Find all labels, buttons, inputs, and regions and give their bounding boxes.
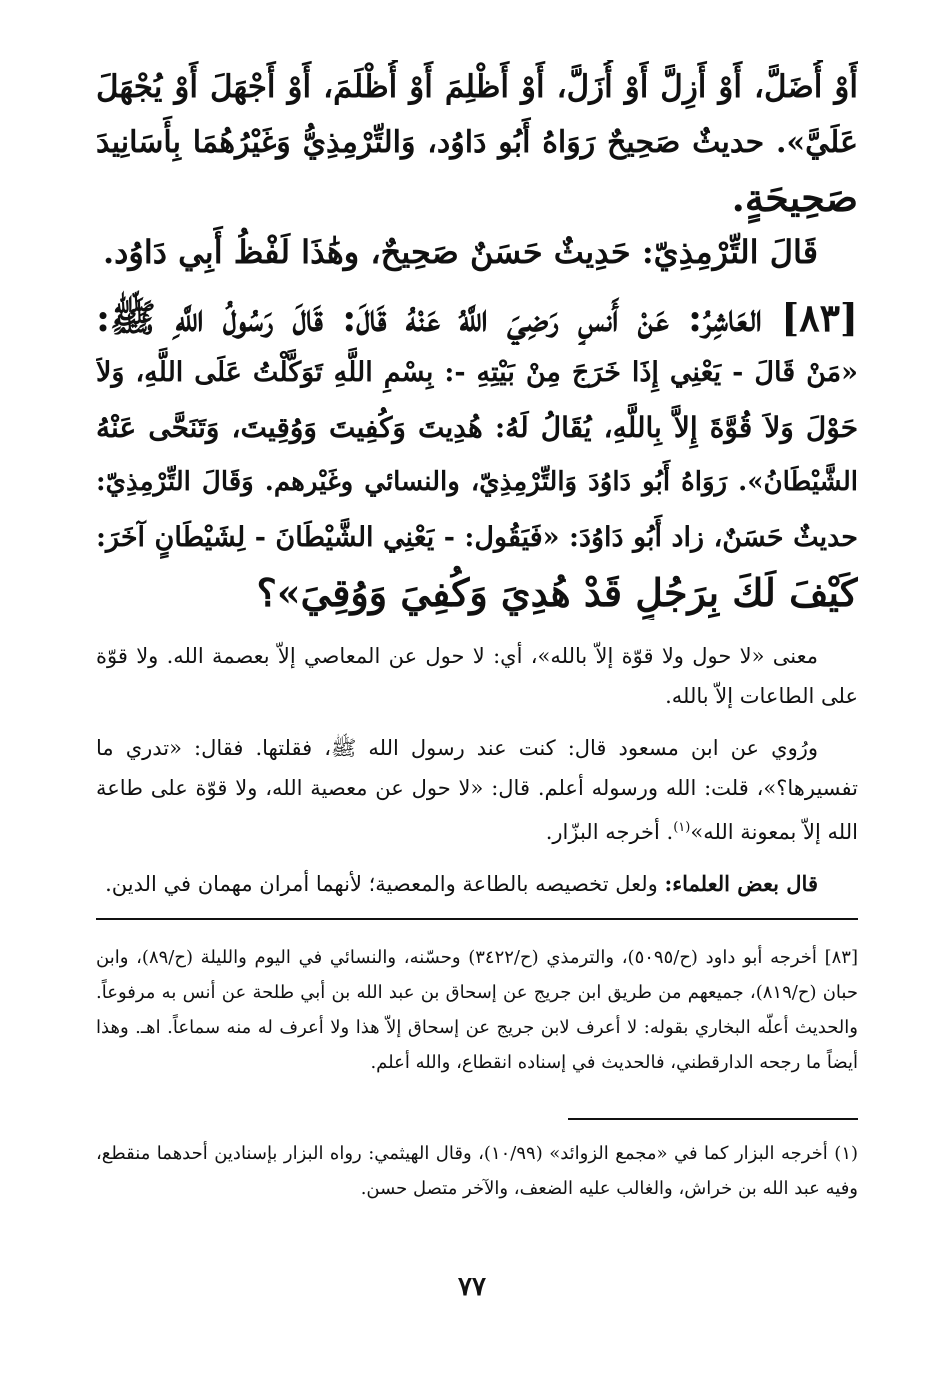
tirmidhi-grading-line: قَالَ التِّرْمِذِيّ: حَدِيثٌ حَسَنٌ صَحِيحٌ، وهَٰذَا لَفْظُ أَبِي دَاوُد.: [102, 233, 818, 271]
commentary-scholars: [96, 864, 858, 904]
footnote-83: [٨٣] أخرجه أبو داود (ح/٥٠٩٥)، والترمذي (ح/٣٤٢٢) وحسّنه، والنسائي في اليوم والليلة (ح/٨٩)، وابن حبان (ح/٨١٩)، جميعهم من طريق ابن جريج عن إسحاق بن عبد الله بن أبي طلحة عن أنس به مرفوعاً. والحديث أعلّه البخاري بقوله: لا أعرف لابن جريج عن إسحاق إلاّ هذا ولا أعرف له منه سماعاً. اهـ. وهذا أيضاً ما رجحه الدارقطني، فالحديث في إسناده انقطاع، والله أعلم.: [96, 947, 858, 1073]
commentary-ibn-masud: [96, 728, 858, 852]
hadith-line-1: أَوْ أُضَلَّ، أَوْ أَزِلَّ أَوْ أُزَلَّ، أَوْ أَظْلِمَ أَوْ أُظْلَمَ، أَوْ أَجْهَلَ أَوْ يُجْهَلَ: [96, 69, 858, 105]
hadith-83-line-1: [٨٣] العَاشِرُ: عَنْ أَنسٍ رَضِيَ اللَّهُ عَنْهُ قَالَ: قَالَ رَسُولُ اللَّهِ ﷺ:: [96, 295, 858, 340]
footnote-divider: [96, 918, 858, 920]
hadith-83-line-5: حديثٌ حَسَنٌ، زاد أَبُو دَاوُدَ: «فَيَقُول: - يَعْنِي الشَّيْطَانَ - لِشَيْطَانٍ آخَرَ:: [96, 522, 858, 553]
footnote-ref-1: (١): [673, 820, 691, 835]
footnote-short-divider: [568, 1118, 858, 1120]
hadith-line-2: عَلَيَّ». حديثٌ صَحِيحٌ رَوَاهُ أَبُو دَاوُد، وَالتِّرْمِذِيُّ وَغَيْرُهُمَا بِأَسَانِيدَ: [96, 125, 858, 160]
commentary-meaning: معنى «لا حول ولا قوّة إلاّ بالله»، أي: لا حول عن المعاصي إلاّ بعصمة الله. ولا قوّة على الطاعات إلاّ بالله.: [96, 644, 858, 708]
scholars-lead: قال بعض العلماء:: [664, 871, 818, 896]
hadith-83-line-4: الشَّيْطَانُ». رَوَاهُ أَبُو دَاوُدَ وَالتِّرْمِذِيّ، والنسائي وغَيْرهم. وَقَالَ التِّرْمِذِيّ:: [96, 467, 858, 497]
hadith-line-3: صَحِيحَةٍ.: [731, 175, 858, 220]
ibn-masud-tail: . أخرجه البزّار.: [545, 820, 674, 844]
hadith-83-line-3: حَوْلَ وَلاَ قُوَّةَ إِلاَّ بِاللَّهِ، يُقَالُ لَهُ: هُدِيتَ وَكُفِيتَ وَوُقِيتَ، وَتَنَحَّى عَنْهُ: [96, 411, 858, 444]
hadith-83-line-2: «مَنْ قَالَ - يَعْنِي إِذَا خَرَجَ مِنْ بَيْتِهِ -: بِسْمِ اللَّهِ تَوَكَّلْتُ عَلَى اللَّهِ، وَلاَ: [96, 357, 858, 388]
ibn-masud-text: ورُوي عن ابن مسعود قال: كنت عند رسول الله ﷺ، فقلتها. فقال: «تدري ما تفسيرها؟»، قلت: الله ورسوله أعلم. قال: «لا حول عن معصية الله، ولا قوّة على طاعة الله إلاّ بمعونة الله»: [96, 736, 858, 844]
hadith-83-line-6: كَيْفَ لَكَ بِرَجُلٍ قَدْ هُدِيَ وَكُفِيَ وَوُقِيَ»؟: [256, 570, 858, 615]
page-number: ٧٧: [458, 1272, 486, 1302]
scholars-text: ولعل تخصيصه بالطاعة والمعصية؛ لأنهما أمران مهمان في الدين.: [105, 872, 665, 896]
footnote-1: (١) أخرجه البزار كما في «مجمع الزوائد» (١٠/٩٩)، وقال الهيثمي: رواه البزار بإسنادين أحدهما منقطع، وفيه عبد الله بن خراش، والغالب عليه الضعف، والآخر متصل حسن.: [96, 1143, 859, 1199]
